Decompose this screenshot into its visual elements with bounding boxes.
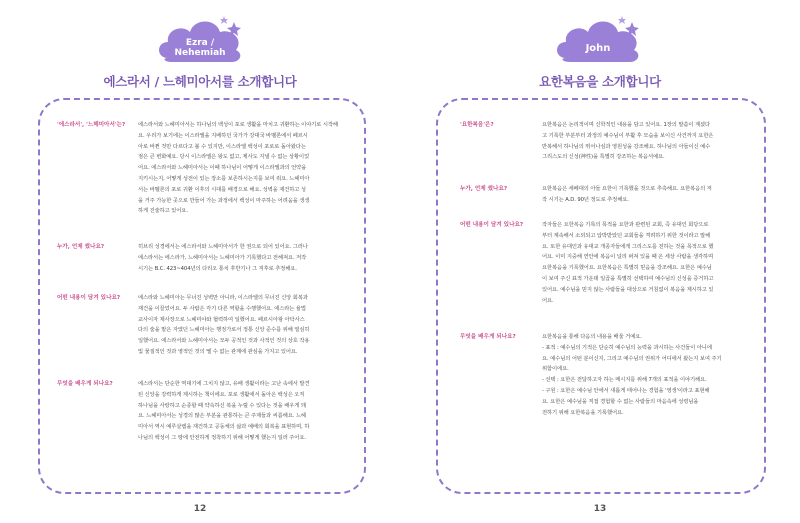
answer-line: 어요. 에스라서와 느헤미아서는 이때 하나님이 어떻게 이스라엘과의 언약을 (138, 165, 307, 172)
answer-line: 요. 요한은 예수님을 직접 경험할 수 없는 사람들의 마음속에 성령님을 (542, 398, 699, 405)
content-box (38, 98, 366, 494)
answer-line: 나님의 백성이 그 땅에 안전하게 정착하기 위해 어떻게 했는지 일러 주어요. (138, 434, 306, 441)
question-label: '요한복음'은? (460, 122, 494, 128)
answer-line: 하나님을 사랑하고 순종할 때 약속하신 복을 누릴 수 있다는 것을 배우게 돼 (138, 402, 306, 409)
answer-line: 작자들은 요한복음 기록의 목적을 요한과 관련된 교회, 즉 유대인 회당으로 (542, 222, 709, 228)
answer-line: 요. 느헤미아서는 성경의 많은 부분을 관통하는 큰 주제들과 씨름해요. 느헤 (138, 413, 306, 420)
answer-line: 서는 바벨론의 포로 귀환 이후의 시대를 배경으로 해요. 성벽을 재건하고 성 (138, 186, 306, 193)
answer-line: 에스라와 느헤미아는 무너진 성벽만 아니라, 이스라엘의 무너진 신앙 회복과 (138, 295, 308, 301)
answer-line: 지키시는지, 어떻게 성전이 있는 장소를 보존하시는지를 보여 줘요. 느헤미아 (138, 175, 310, 182)
question-label: 어떤 내용이 담겨 있나요? (57, 295, 121, 301)
cloud-label-line-1: John (585, 43, 611, 54)
answer-line: 점은 큰 변화예요. 당시 이스라엘은 왕도 없고, 제사도 지낼 수 없는 상황이었 (138, 154, 310, 161)
page-number: 12 (193, 504, 207, 514)
answer-line: 을 거주 가능한 곳으로 만들어 가는 과정에서 백성이 마주하는 어려움을 생생 (138, 197, 310, 204)
answer-line: 요. 또한 유대인과 유대교 개종자들에게 그리스도를 전하는 것을 목적으로 했 (542, 243, 714, 250)
answer-line: - 표적 : 예수님의 기적은 단순히 예수님의 능력을 과시하는 사건들이 아니에 (542, 344, 712, 351)
answer-line: 하게 진술하고 있어요. (138, 208, 188, 215)
answer-line: 미아서 역시 예루살렘을 재건하고 공동체의 삶과 예배의 회복을 표현하며, 하 (138, 424, 310, 431)
answer-line: 전하기 위해 요한복음을 기록했어요. (542, 409, 624, 416)
answer-line: 작 시기는 A.D. 90년 정도로 추정해요. (542, 196, 629, 203)
answer-line: 고 기록한 부분부터 과정의 예수님이 부활 후 모습을 보이신 사건까지 요한은 (542, 132, 714, 139)
answer-text (542, 184, 747, 206)
question-label: 어떤 내용이 담겨 있나요? (460, 222, 524, 228)
answer-line: 요. 예수님의 어떤 분이신지, 그리고 예수님의 권위가 어디에서 왔는지 보여 주기 (542, 355, 722, 362)
answer-line: 그리스도의 신성(神性)을 특별히 강조하는 복음서예요. (542, 154, 665, 161)
answer-line: 부터 계속해서 소외되고 압박받았던 교회들을 격려하기 위한 것이라고 말해 (542, 232, 711, 239)
answer-line: 및 물질적인 것과 영적인 것의 뗄 수 없는 관계에 관심을 가지고 있어요. (138, 348, 298, 355)
answer-line: 에스라서는 에스라가, 느헤미아서는 느헤미아가 기록했다고 전해져요. 저작 (138, 254, 307, 261)
right-page (400, 0, 800, 523)
question-label: 누가, 언제 썼나요? (460, 186, 508, 192)
answer-line: 요한복음은 논리적이며 신학적인 내용을 담고 있어요. 1장의 말씀이 계셨다 (542, 122, 711, 128)
question-label: '에스라서', '느헤미아서'는? (57, 122, 126, 128)
answer-line: 재건을 이끌었어요. 두 사람은 각기 다른 역할을 수행했어요. 에스라는 율법 (138, 305, 306, 312)
answer-line: 위함이에요. (542, 366, 569, 373)
page-title: 요한복음을 소개합니다 (539, 74, 661, 89)
question-label: 무엇을 배우게 되나요? (460, 334, 516, 340)
answer-line: 시기는 B.C. 423~404년의 다리오 통치 후반기나 그 직후로 추정해요. (138, 265, 297, 272)
answer-line: 어요. 이미 지중해 연안에 복음이 널리 퍼져 있을 때 온 세상 사람을 생각하며 (542, 254, 714, 261)
answer-text (542, 120, 747, 163)
answer-text (138, 293, 347, 358)
answer-line: 요한복음은 세베대의 아들 요한이 기록했을 것으로 추측해요. 요한복음의 저 (542, 186, 712, 192)
answer-text (542, 332, 747, 418)
answer-text (542, 220, 747, 306)
answer-line: 된 신앙을 강력하게 제시하는 책이에요. 포로 생활에서 돌아온 백성은 오직 (138, 391, 305, 398)
answer-line: 다의 술을 맡은 자였던 느헤미아는 행정가로서 정통 신앙 준수를 위해 열심히 (138, 327, 310, 334)
answer-line: - 선택 : 요한은 전달하고자 하는 메시지를 위해 7개의 표적을 이야기해요. (542, 377, 707, 384)
answer-line: 에스라서와 느헤미아서는 하나님의 백성이 포로 생활을 마치고 귀환하는 이야기로 시작해 (138, 122, 338, 128)
answer-line: 이 보여 주신 표적 가운데 일곱을 특별히 선택하여 예수님의 신성을 증거하고 (542, 275, 714, 282)
page-title: 에스라서 / 느헤미아서를 소개합니다 (103, 74, 297, 89)
answer-text (138, 242, 347, 274)
answer-line: 일했어요. 에스라서와 느헤미아서는 모두 공적인 것과 사적인 것의 상호 작용 (138, 338, 310, 345)
cloud-label-line-2: Nehemiah (174, 48, 226, 58)
answer-line: 반복해서 하나님의 뛰어나심과 영원성을 강조해요. 하나님의 아들이신 예수 (542, 143, 711, 150)
cloud-label-line-1: Ezra / (185, 38, 215, 48)
answer-line: 에스라서는 단순한 역대기에 그치지 않고, 유배 생활이라는 고난 속에서 발견 (138, 381, 310, 387)
answer-line: 아로 바뀐 것만 다르다고 볼 수 있지만, 이스라엘 백성이 포로로 돌아왔다는 (138, 143, 306, 150)
cloud-badge-right (550, 8, 646, 72)
cloud-icon (550, 8, 646, 72)
answer-line: 요한복음을 기록했어요. 요한복음은 특별히 믿음을 강조해요. 요한은 예수님 (542, 265, 712, 272)
question-label: 무엇을 배우게 되나요? (57, 381, 113, 387)
content-box (436, 98, 766, 494)
answer-line: 교사이자 제사장으로 느헤미야와 협력하여 일했어요. 페르시아왕 아닥사스 (138, 316, 305, 323)
answer-text (138, 379, 347, 444)
answer-line: - 구원 : 요한은 예수님 안에서 새롭게 태어나는 경험을 '영생'이라고 표현해 (542, 387, 710, 394)
page-number: 13 (593, 504, 607, 514)
answer-line: 요한복음을 통해 다음의 내용을 배울 거예요. (542, 334, 642, 340)
answer-line: 요. 우리가 보기에는 이스라엘을 지배하던 국가가 강대국 바벨론에서 페르시 (138, 132, 308, 139)
answer-text (138, 120, 347, 217)
answer-line: 어요. (542, 297, 554, 304)
answer-line: 히브리 성경에서는 에스라서와 느헤미아서가 한 권으로 되어 있어요. 그러나 (138, 244, 308, 250)
cloud-badge-left (152, 8, 248, 72)
answer-line: 있어요. 예수님을 믿지 않는 사람들을 대상으로 거침없이 복음을 제시하고 있 (542, 286, 714, 293)
question-label: 누가, 언제 썼나요? (57, 244, 105, 250)
